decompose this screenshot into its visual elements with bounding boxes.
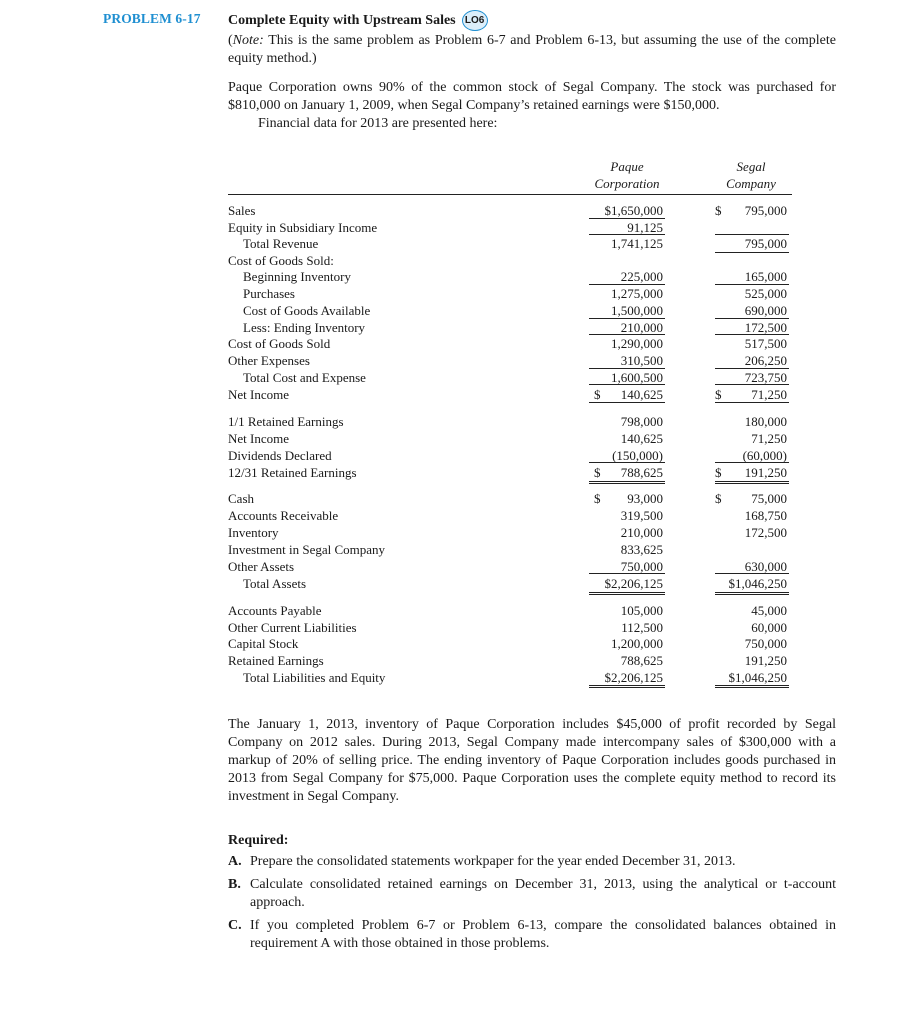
row-label: Cost of Goods Available xyxy=(243,303,371,318)
underline-rule xyxy=(589,334,665,335)
paque-value: 319,500 xyxy=(620,508,663,523)
column-header-paque xyxy=(589,158,665,192)
underline-rule xyxy=(715,252,789,253)
paque-value: 225,000 xyxy=(620,269,663,284)
paque-value: 1,500,000 xyxy=(611,303,663,318)
paque-value: $1,650,000 xyxy=(604,203,663,218)
underline-rule xyxy=(715,687,789,688)
paque-value: 788,625 xyxy=(620,465,663,480)
segal-value: 630,000 xyxy=(744,559,787,574)
table-row xyxy=(228,335,792,352)
column-header-segal-line2: Company xyxy=(726,176,776,191)
table-row xyxy=(228,652,792,669)
segal-value: 172,500 xyxy=(744,320,787,335)
paque-value: 310,500 xyxy=(620,353,663,368)
underline-rule xyxy=(715,318,789,319)
underline-rule xyxy=(715,592,789,593)
row-label: Purchases xyxy=(243,286,295,301)
segal-value: (60,000) xyxy=(742,448,787,463)
required-item-text: If you completed Problem 6-7 or Problem 6-13, compare the consolidated balances obtained in requirement A with those obtained in those problems. xyxy=(250,918,836,951)
problem-title xyxy=(228,10,836,31)
table-row xyxy=(228,285,792,302)
underline-rule xyxy=(589,687,665,688)
paque-value: $2,206,125 xyxy=(604,576,663,591)
underline-rule xyxy=(589,685,665,686)
row-label: Inventory xyxy=(228,525,279,540)
required-item-letter: C. xyxy=(228,918,242,933)
row-label: Cost of Goods Sold xyxy=(228,336,331,351)
underline-rule xyxy=(715,368,789,369)
currency-sign: $ xyxy=(715,491,722,506)
underline-rule xyxy=(715,284,789,285)
table-row xyxy=(228,202,792,219)
row-label: Retained Earnings xyxy=(228,653,324,668)
paque-value: 105,000 xyxy=(620,603,663,618)
segal-value: 71,250 xyxy=(751,431,787,446)
table-row xyxy=(228,524,792,541)
segal-value: 191,250 xyxy=(744,465,787,480)
currency-sign: $ xyxy=(594,465,601,480)
paque-value: 1,600,500 xyxy=(611,370,663,385)
table-row xyxy=(228,490,792,507)
segal-value: $1,046,250 xyxy=(728,576,787,591)
row-label: Dividends Declared xyxy=(228,448,332,463)
row-label: 1/1 Retained Earnings xyxy=(228,414,344,429)
underline-rule xyxy=(715,594,789,595)
underline-rule xyxy=(589,284,665,285)
required-item-text: Prepare the consolidated statements workpaper for the year ended December 31, 2013. xyxy=(250,854,736,869)
row-label: Accounts Payable xyxy=(228,603,322,618)
row-label: Investment in Segal Company xyxy=(228,542,386,557)
row-label: Cost of Goods Sold: xyxy=(228,253,334,268)
underline-rule xyxy=(715,481,789,482)
problem-title-text: Complete Equity with Upstream Sales xyxy=(228,12,456,28)
intro-line-2: Financial data for 2013 are presented here: xyxy=(258,116,498,131)
note-text: This is the same problem as Problem 6-7 and Problem 6-13, but assuming the use of the complete equity method.) xyxy=(228,33,836,66)
paque-value: $2,206,125 xyxy=(604,670,663,685)
table-row xyxy=(228,235,792,252)
table-row xyxy=(228,558,792,575)
problem-number: PROBLEM 6-17 xyxy=(103,11,201,26)
table-row xyxy=(228,369,792,386)
paque-value: 1,290,000 xyxy=(611,336,663,351)
paque-value: 140,625 xyxy=(620,431,663,446)
row-label: Other Current Liabilities xyxy=(228,620,357,635)
table-row xyxy=(228,302,792,319)
row-label: 12/31 Retained Earnings xyxy=(228,465,357,480)
table-row xyxy=(228,219,792,236)
paque-value: 210,000 xyxy=(620,525,663,540)
row-label: Other Expenses xyxy=(228,353,310,368)
paque-value: 210,000 xyxy=(620,320,663,335)
currency-sign: $ xyxy=(715,387,722,402)
required-item-b xyxy=(228,876,836,912)
intro-paragraph: Paque Corporation owns 90% of the common stock of Segal Company. The stock was purchased for $810,000 on January 1, 2009, when Segal Company’s retained earnings were $150,000. xyxy=(228,80,836,113)
segal-value: 75,000 xyxy=(751,491,787,506)
segal-value: 180,000 xyxy=(744,414,787,429)
required-item-c xyxy=(228,917,836,953)
paque-value: 140,625 xyxy=(620,387,663,402)
row-label: Other Assets xyxy=(228,559,295,574)
problem-note: (Note: This is the same problem as Problem 6-7 and Problem 6-13, but assuming the use of the complete equity method.) xyxy=(228,33,836,66)
underline-rule xyxy=(589,592,665,593)
segal-value: 690,000 xyxy=(744,303,787,318)
underline-rule xyxy=(715,334,789,335)
currency-sign: $ xyxy=(594,387,601,402)
table-row xyxy=(228,635,792,652)
currency-sign: $ xyxy=(715,203,722,218)
segal-value: $1,046,250 xyxy=(728,670,787,685)
underline-rule xyxy=(589,318,665,319)
table-row xyxy=(228,507,792,524)
paque-value: 91,125 xyxy=(627,220,663,235)
header-rule xyxy=(228,194,792,195)
segal-value: 517,500 xyxy=(744,336,787,351)
segal-value: 165,000 xyxy=(744,269,787,284)
row-label: Total Revenue xyxy=(243,236,319,251)
table-row xyxy=(228,413,792,430)
paque-value: 1,200,000 xyxy=(611,636,663,651)
segal-value: 525,000 xyxy=(744,286,787,301)
segal-value: 206,250 xyxy=(744,353,787,368)
segal-value: 795,000 xyxy=(744,236,787,251)
underline-rule xyxy=(715,462,789,463)
closing-paragraph: The January 1, 2013, inventory of Paque Corporation includes $45,000 of profit recorded by Segal Company on 2012 sales. During 2013, Segal Company made intercompany sales of $300,000 with a markup of 20% of selling price. The ending inventory of Paque Corporation includes goods purchased in 2013 from Segal Company for $75,000. Paque Corporation uses the complete equity method to record its investment in Segal Company. xyxy=(228,717,836,804)
segal-value: 750,000 xyxy=(744,636,787,651)
underline-rule xyxy=(589,481,665,482)
table-row xyxy=(228,268,792,285)
underline-rule xyxy=(589,218,665,219)
underline-rule xyxy=(589,402,665,403)
underline-rule xyxy=(589,573,665,574)
underline-rule xyxy=(715,685,789,686)
currency-sign: $ xyxy=(715,465,722,480)
row-label: Equity in Subsidiary Income xyxy=(228,220,378,235)
paque-value: 1,741,125 xyxy=(611,236,663,251)
segal-value: 191,250 xyxy=(744,653,787,668)
paque-value: 112,500 xyxy=(621,620,663,635)
paque-value: 1,275,000 xyxy=(611,286,663,301)
learning-objective-badge: LO6 xyxy=(462,10,488,31)
paque-value: 93,000 xyxy=(627,491,663,506)
table-row xyxy=(228,575,792,592)
underline-rule xyxy=(589,483,665,484)
segal-value: 795,000 xyxy=(744,203,787,218)
row-label: Total Cost and Expense xyxy=(243,370,366,385)
table-row xyxy=(228,352,792,369)
segal-value: 172,500 xyxy=(744,525,787,540)
table-row xyxy=(228,386,792,403)
column-header-segal-line1: Segal xyxy=(736,159,766,174)
underline-rule xyxy=(715,234,789,235)
row-label: Cash xyxy=(228,491,254,506)
column-header-paque-line2: Corporation xyxy=(594,176,660,191)
segal-value: 723,750 xyxy=(744,370,787,385)
table-row xyxy=(228,447,792,464)
required-heading: Required: xyxy=(228,833,289,848)
row-label: Beginning Inventory xyxy=(243,269,351,284)
table-row xyxy=(228,319,792,336)
required-item-text: Calculate consolidated retained earnings on December 31, 2013, using the analytical or t-account approach. xyxy=(250,877,836,910)
underline-rule xyxy=(715,573,789,574)
paque-value: 833,625 xyxy=(620,542,663,557)
required-item-letter: B. xyxy=(228,877,241,892)
problem-header xyxy=(228,10,836,133)
row-label: Net Income xyxy=(228,387,290,402)
segal-value: 45,000 xyxy=(751,603,787,618)
segal-value: 168,750 xyxy=(744,508,787,523)
paque-value: 750,000 xyxy=(620,559,663,574)
table-row xyxy=(228,541,792,558)
column-header-paque-line1: Paque xyxy=(610,159,644,174)
paque-value: 788,625 xyxy=(620,653,663,668)
underline-rule xyxy=(589,594,665,595)
underline-rule xyxy=(715,402,789,403)
underline-rule xyxy=(589,384,665,385)
paque-value: (150,000) xyxy=(612,448,663,463)
underline-rule xyxy=(715,483,789,484)
table-row xyxy=(228,252,792,269)
table-row xyxy=(228,669,792,686)
table-row xyxy=(228,430,792,447)
underline-rule xyxy=(589,368,665,369)
required-item-a xyxy=(228,853,836,871)
row-label: Less: Ending Inventory xyxy=(243,320,366,335)
table-row xyxy=(228,464,792,481)
required-item-letter: A. xyxy=(228,854,242,869)
row-label: Sales xyxy=(228,203,256,218)
note-prefix: Note: xyxy=(232,33,264,48)
currency-sign: $ xyxy=(594,491,601,506)
segal-value: 60,000 xyxy=(751,620,787,635)
row-label: Accounts Receivable xyxy=(228,508,339,523)
underline-rule xyxy=(715,384,789,385)
row-label: Total Assets xyxy=(243,576,307,591)
underline-rule xyxy=(589,234,665,235)
row-label: Total Liabilities and Equity xyxy=(243,670,386,685)
column-header-segal xyxy=(712,158,790,192)
row-label: Net Income xyxy=(228,431,290,446)
row-label: Capital Stock xyxy=(228,636,299,651)
segal-value: 71,250 xyxy=(751,387,787,402)
paque-value: 798,000 xyxy=(620,414,663,429)
underline-rule xyxy=(589,462,665,463)
table-row xyxy=(228,619,792,636)
table-row xyxy=(228,602,792,619)
